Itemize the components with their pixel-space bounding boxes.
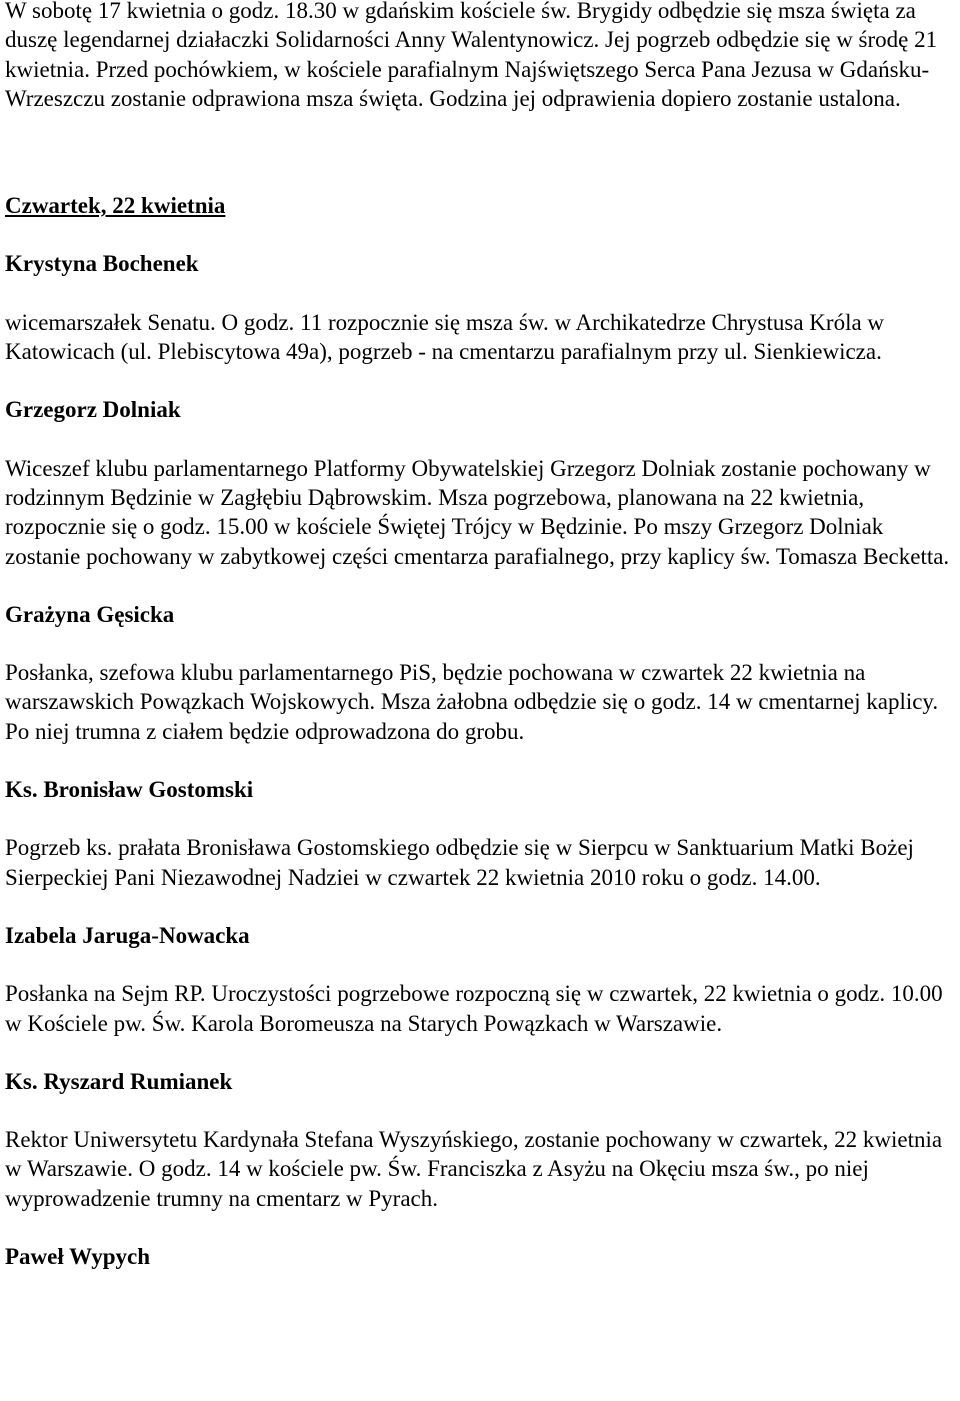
person-name: Grzegorz Dolniak [5,397,181,423]
person-name: Grażyna Gęsicka [5,601,175,627]
person-name: Ks. Bronisław Gostomski [5,777,254,803]
person-name: Paweł Wypych [5,1244,151,1270]
date-heading: Czwartek, 22 kwietnia [5,193,226,219]
person-name: Krystyna Bochenek [5,251,199,277]
person-name: Izabela Jaruga-Nowacka [5,922,250,948]
person-text: Posłanka na Sejm RP. Uroczystości pogrzebowe rozpoczną się w czwartek, 22 kwietnia o godz. 10.00 w Kościele pw. Św. Karola Boromeusza na Starych Powązkach w Warszawie. [5,981,943,1036]
person-name: Ks. Ryszard Rumianek [5,1068,233,1094]
document-page [5,0,955,1271]
person-text: Pogrzeb ks. prałata Bronisława Gostomskiego odbędzie się w Sierpcu w Sanktuarium Matki Bożej Sierpeckiej Pani Niezawodnej Nadziei w czwartek 22 kwietnia 2010 roku o godz. 14.00. [5,835,914,890]
person-text: Posłanka, szefowa klubu parlamentarnego PiS, będzie pochowana w czwartek 22 kwietnia na warszawskich Powązkach Wojskowych. Msza żałobna odbędzie się o godz. 14 w cmentarnej kaplicy. Po niej trumna z ciałem będzie odprowadzona do grobu. [5,660,939,744]
person-text: wicemarszałek Senatu. O godz. 11 rozpocznie się msza św. w Archikatedrze Chrystusa Króla w Katowicach (ul. Plebiscytowa 49a), pogrzeb - na cmentarzu parafialnym przy ul. Sienkiewicza. [5,309,885,365]
person-text: Rektor Uniwersytetu Kardynała Stefana Wyszyńskiego, zostanie pochowany w czwartek, 22 kwietnia w Warszawie. O godz. 14 w kościele pw. Św. Franciszka z Asyżu na Okęciu msza św., po niej wyprowadzenie trumny na cmentarz w Pyrach. [5,1127,943,1211]
person-text: Wiceszef klubu parlamentarnego Platformy Obywatelskiej Grzegorz Dolniak zostanie pochowany w rodzinnym Będzinie w Zagłębiu Dąbrowskim. Msza pogrzebowa, planowana na 22 kwietnia, rozpocznie się o godz. 15.00 w kościele Świętej Trójcy w Będzinie. Po mszy Grzegorz Dolniak zostanie pochowany w zabytkowej części cmentarza parafialnego, przy kaplicy św. Tomasza Becketta. [5,455,950,569]
intro-paragraph: W sobotę 17 kwietnia o godz. 18.30 w gdańskim kościele św. Brygidy odbędzie się msza święta za duszę legendarnej działaczki Solidarności Anny Walentynowicz. Jej pogrzeb odbędzie się w środę 21 kwietnia. Przed pochówkiem, w kościele parafialnym Najświętszego Serca Pana Jezusa w Gdańsku-Wrzeszczu zostanie odprawiona msza święta. Godzina jej odprawienia dopiero zostanie ustalona. [5,0,938,111]
